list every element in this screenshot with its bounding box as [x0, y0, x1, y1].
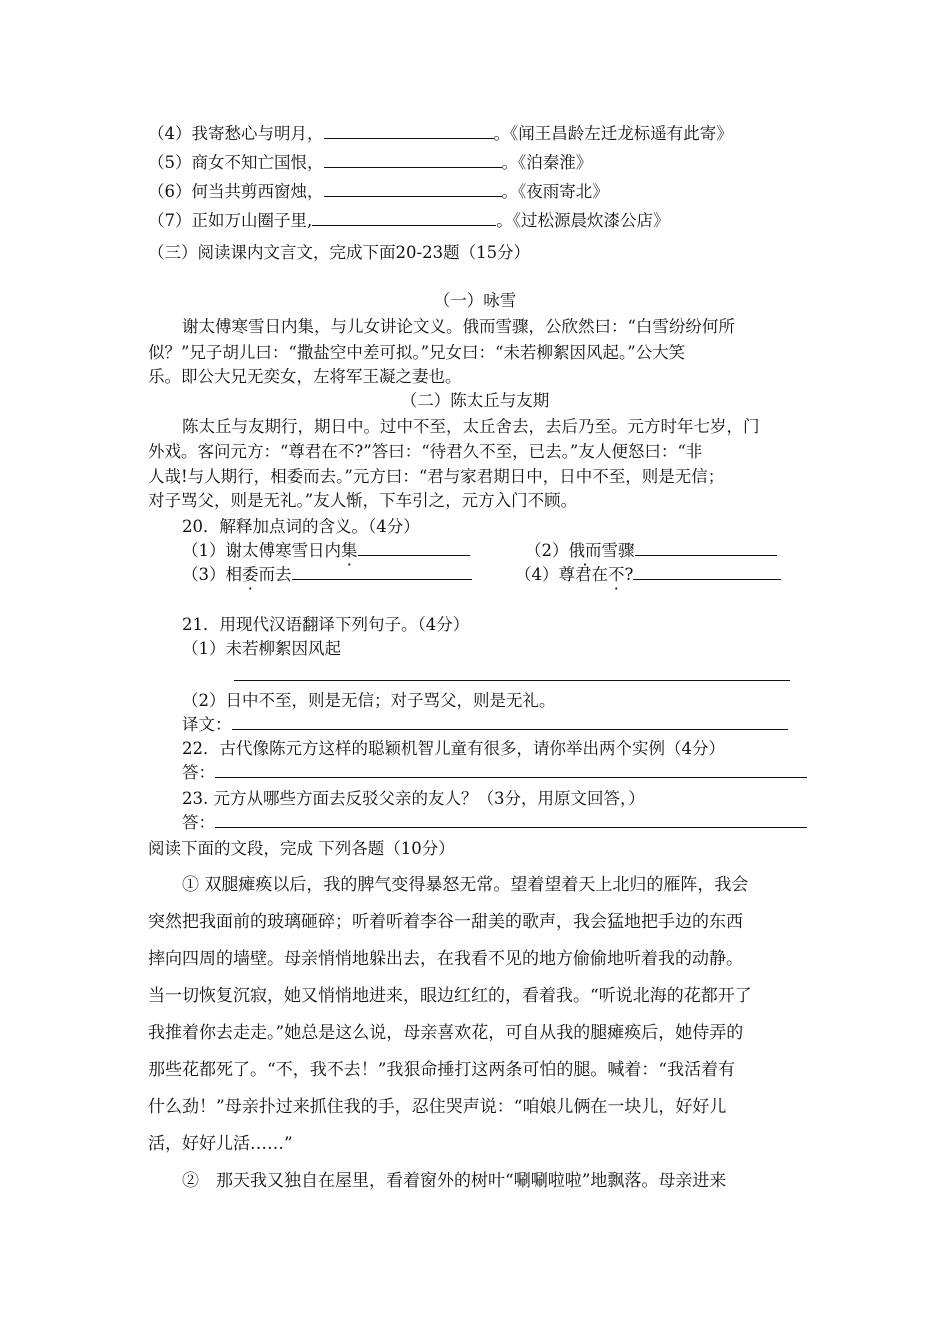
- answer-blank[interactable]: [633, 564, 781, 580]
- q21-heading: 21．用现代汉语翻译下列句子。（4分）: [182, 615, 470, 634]
- passage1-title: （一）咏雪: [433, 291, 517, 310]
- passage2-line: 陈太丘与友期行，期日中。过中不至，太丘舍去，去后乃至。元方时年七岁，门: [182, 417, 760, 436]
- story-line: ② 那天我又独自在屋里，看着窗外的树叶“唰唰啦啦”地飘落。母亲进来: [182, 1171, 727, 1191]
- answer-line[interactable]: [215, 762, 807, 778]
- poem-line-7: （7）正如万山圈子里, 。《过松源晨炊漆公店》: [148, 211, 670, 230]
- answer-blank[interactable]: [635, 540, 777, 556]
- story-line: 突然把我面前的玻璃砸碎；听着听着李谷一甜美的歌声，我会猛地把手边的东西: [148, 912, 743, 932]
- poem-line-4: （4）我寄愁心与明月， 。《闻王昌龄左迁龙标遥有此寄》: [148, 124, 733, 143]
- passage2-line: 人哉!与人期行，相委而去。”元方曰：“君与家君期日中，日中不至，则是无信；: [148, 467, 725, 486]
- q20-item-2: （2）俄而雪骤: [525, 540, 777, 562]
- q23-answer: 答：: [182, 812, 807, 834]
- q21-translation: 译文：: [182, 714, 788, 736]
- passage2-title: （二）陈太丘与友期: [400, 391, 550, 410]
- answer-blank[interactable]: [324, 181, 502, 197]
- q20-heading: 20．解释加点词的含义。（4分）: [182, 517, 420, 536]
- q22-heading: 22．古代像陈元方这样的聪颖机智儿童有很多，请你举出两个实例（4分）: [182, 739, 725, 758]
- q23-heading: 23. 元方从哪些方面去反驳父亲的友人？（3分，用原文回答，）: [182, 789, 645, 808]
- story-line: 活，好好儿活……”: [148, 1134, 293, 1154]
- passage1-line: 乐。即公大兄无奕女，左将军王凝之妻也。: [148, 367, 462, 386]
- story-line: 什么劲！”母亲扑过来抓住我的手，忍住哭声说：“咱娘儿俩在一块儿，好好儿: [148, 1097, 727, 1117]
- passage1-line: 谢太傅寒雪日内集，与儿女讲论文义。俄而雪骤，公欣然曰：“白雪纷纷何所: [182, 317, 735, 336]
- translation-line[interactable]: [234, 665, 790, 681]
- answer-blank[interactable]: [358, 540, 470, 556]
- answer-line[interactable]: [215, 812, 807, 828]
- answer-blank[interactable]: [312, 210, 496, 226]
- story-line: 那些花都死了。“不，我不去！”我狠命捶打这两条可怕的腿。喊着：“我活着有: [148, 1060, 736, 1080]
- answer-blank[interactable]: [292, 564, 472, 580]
- section3-heading: （三）阅读课内文言文，完成下面20-23题（15分）: [148, 243, 531, 262]
- poem-line-5: （5）商女不知亡国恨， 。《泊秦淮》: [148, 153, 593, 172]
- q20-item-1: （1）谢太傅寒雪日内集: [182, 540, 470, 562]
- story-line: ① 双腿瘫痪以后，我的脾气变得暴怒无常。望着望着天上北归的雁阵，我会: [182, 875, 749, 895]
- q21-item-2: （2）日中不至，则是无信；对子骂父，则是无礼。: [182, 691, 556, 710]
- reading-heading: 阅读下面的文段，完成 下列各题（10分）: [148, 839, 455, 858]
- answer-blank[interactable]: [324, 152, 502, 168]
- q20-item-4: （4）尊君在不?: [515, 564, 781, 586]
- answer-blank[interactable]: [324, 123, 494, 139]
- q21-item-1: （1）未若柳絮因风起: [182, 639, 341, 658]
- q20-item-3: （3）相委而去: [182, 564, 472, 586]
- story-line: 当一切恢复沉寂，她又悄悄地进来，眼边红红的，看着我。“听说北海的花都开了: [148, 986, 752, 1006]
- passage1-line: 似？”兄子胡儿曰：“撒盐空中差可拟。”兄女曰：“未若柳絮因风起。”公大笑: [148, 343, 686, 362]
- passage2-line: 外戏。客问元方：“尊君在不?”答曰：“待君久不至，已去。”友人便怒曰：“非: [148, 442, 703, 461]
- story-line: 摔向四周的墙壁。母亲悄悄地躲出去，在我看不见的地方偷偷地听着我的动静。: [148, 949, 743, 969]
- poem-line-6: （6）何当共剪西窗烛， 。《夜雨寄北》: [148, 182, 609, 201]
- passage2-line: 对子骂父，则是无礼。”友人惭，下车引之，元方入门不顾。: [148, 491, 578, 510]
- q22-answer: 答：: [182, 762, 807, 784]
- translation-line[interactable]: [232, 714, 788, 730]
- story-line: 我推着你去走走。”她总是这么说，母亲喜欢花，可自从我的腿瘫痪后，她侍弄的: [148, 1023, 744, 1043]
